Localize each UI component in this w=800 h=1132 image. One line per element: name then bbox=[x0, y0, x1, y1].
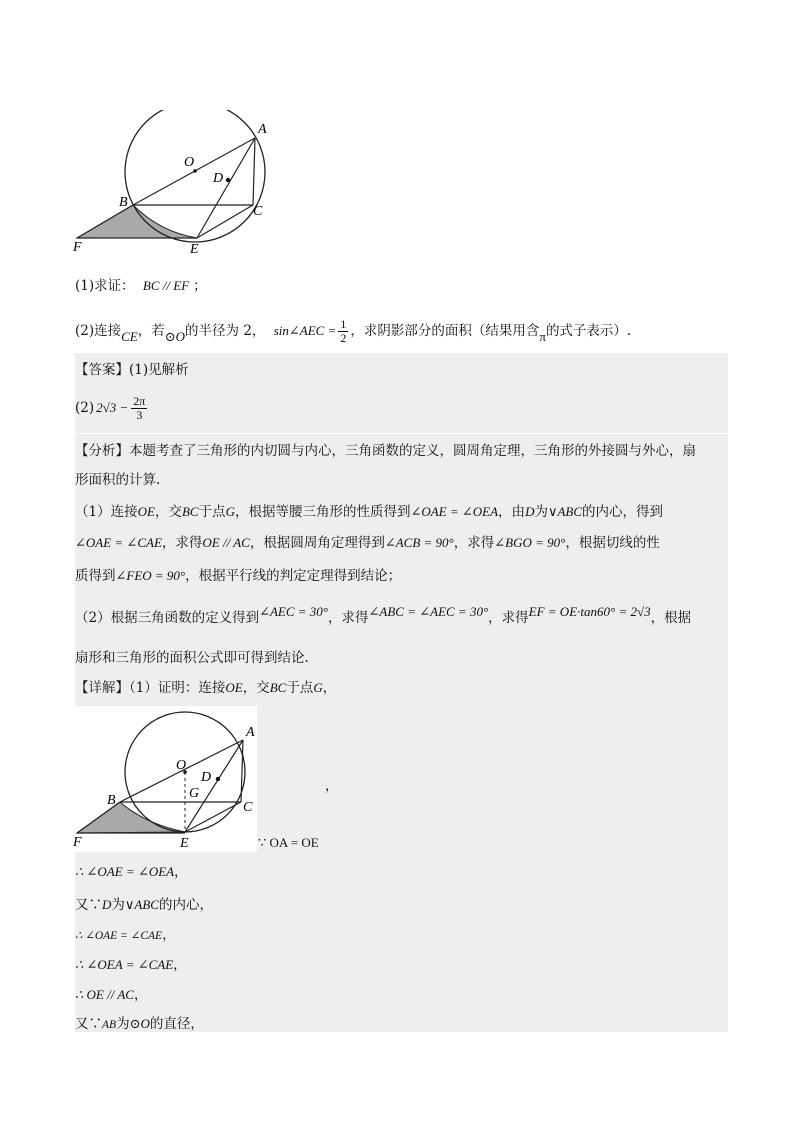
label-o: O bbox=[184, 155, 195, 170]
shaded-region-2 bbox=[77, 802, 185, 833]
detail-step-1: ∴ ∠OAE = ∠OEA， bbox=[75, 864, 188, 880]
detail-label: 【详解】 bbox=[75, 680, 129, 696]
label-b-2: B bbox=[107, 793, 116, 808]
label-d: D bbox=[213, 171, 224, 186]
label-b: B bbox=[119, 195, 128, 210]
label-c: C bbox=[253, 204, 263, 219]
label-d-2: D bbox=[201, 770, 212, 785]
analysis-line-2: 形面积的计算. bbox=[75, 472, 161, 488]
label-e: E bbox=[190, 242, 199, 257]
detail-step-2: 又∵D为∨ABC的内心， bbox=[75, 897, 213, 913]
circle-o bbox=[125, 110, 265, 242]
detail-step-5: ∴ OE // AC， bbox=[75, 987, 148, 1003]
detail-step-3: ∴ ∠OAE = ∠CAE， bbox=[75, 927, 176, 943]
detail-step-6: 又∵AB为⊙O的直径， bbox=[75, 1016, 204, 1032]
analysis-line-4: ∠OAE = ∠CAE，求得OE // AC，根据圆周角定理得到∠ACB = 90°，求得∠BGO = 90°，根据切线的性 bbox=[75, 535, 660, 551]
analysis-line-3: （1）连接OE，交BC于点G，根据等腰三角形的性质得到∠OAE = ∠OEA，由D为∨ABC的内心，得到 bbox=[75, 504, 664, 520]
analysis-label: 【分析】 bbox=[75, 443, 129, 459]
question-1: (1)求证： BC // EF ； bbox=[75, 278, 207, 294]
analysis-line-7: 扇形和三角形的面积公式即可得到结论. bbox=[75, 650, 309, 666]
answer-fraction: $\frac{2\pi}{3}$ bbox=[133, 394, 146, 422]
answer-line-2: (2) 2√3 − $\frac{2\pi}{3}$ bbox=[75, 394, 146, 422]
question-2: (2)连接CE，若⊙O的半径为 2， sin∠AEC = $\frac{1}{2}$ ，求阴影部分的面积（结果用含π的式子表示）. bbox=[75, 317, 632, 345]
answer-line-1: 【答案】(1)见解析 bbox=[75, 362, 189, 378]
label-a: A bbox=[258, 122, 267, 137]
label-f: F bbox=[73, 240, 82, 255]
analysis-line-1: 【分析】本题考查了三角形的内切圆与内心，三角函数的定义，圆周角定理，三角形的外接圆与外心，扇 bbox=[75, 443, 696, 459]
label-c-2: C bbox=[243, 800, 253, 815]
sin-fraction: $\frac{1}{2}$ bbox=[340, 317, 347, 345]
stray-comma: ， bbox=[325, 778, 339, 794]
detail-line-1: 【详解】（1）证明：连接OE，交BC于点G， bbox=[75, 680, 337, 696]
geometry-figure-2 bbox=[70, 706, 270, 856]
detail-step-4: ∴ ∠OEA = ∠CAE， bbox=[75, 957, 187, 973]
answer-label: 【答案】 bbox=[75, 362, 129, 378]
analysis-line-6: （2）根据三角函数的定义得到∠AEC = 30°，求得∠ABC = ∠AEC = 30°，求得EF = OE·tan60° = 2√3，根据 bbox=[75, 604, 692, 626]
detail-step-0: ∵ OA = OE bbox=[258, 835, 319, 850]
label-f-2: F bbox=[73, 835, 82, 850]
analysis-line-5: 质得到∠FEO = 90°，根据平行线的判定定理得到结论； bbox=[75, 568, 402, 584]
geometry-figure-1 bbox=[70, 110, 290, 260]
label-o-2: O bbox=[176, 758, 187, 773]
analysis-band bbox=[75, 434, 728, 680]
label-e-2: E bbox=[180, 836, 189, 851]
label-a-2: A bbox=[246, 725, 255, 740]
label-g-2: G bbox=[189, 786, 200, 801]
shaded-region bbox=[77, 205, 197, 238]
